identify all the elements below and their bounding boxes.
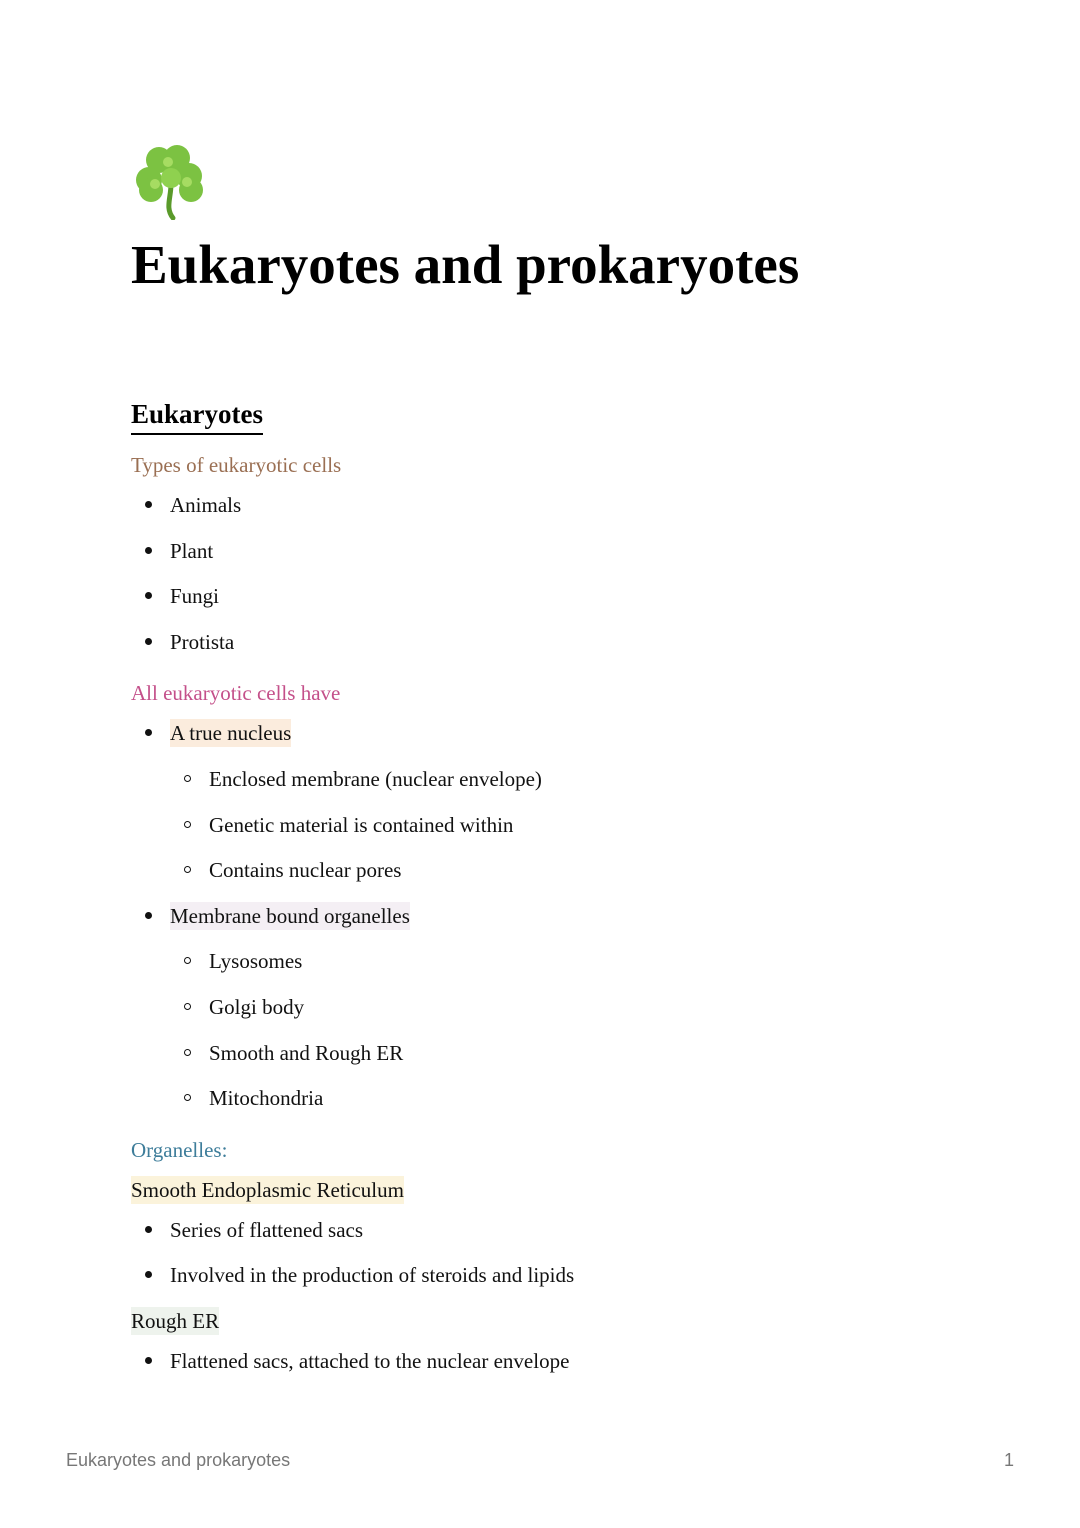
list-item: Fungi — [131, 582, 1011, 628]
list-item: Protista — [131, 628, 1011, 674]
page-number: 1 — [1003, 1450, 1014, 1470]
section-heading: Eukaryotes — [131, 395, 263, 435]
features-list — [131, 719, 1011, 1129]
shamrock-icon — [131, 140, 211, 220]
page-content — [131, 395, 1011, 1393]
sub-list-item: Genetic material is contained within — [131, 811, 1011, 857]
list-item: Series of flattened sacs — [131, 1216, 1011, 1262]
sub-list-item: Contains nuclear pores — [131, 856, 1011, 902]
nucleus-label: A true nucleus — [170, 721, 292, 746]
footer-title: Eukaryotes and prokaryotes — [66, 1450, 291, 1470]
sub-list-item: Smooth and Rough ER — [131, 1039, 1011, 1085]
list-item — [131, 719, 1011, 765]
rough-er-block — [131, 1307, 1011, 1339]
types-list — [131, 491, 1011, 673]
list-item: Flattened sacs, attached to the nuclear envelope — [131, 1347, 1011, 1393]
smooth-er-list — [131, 1216, 1011, 1307]
rough-er-label: Rough ER — [131, 1308, 220, 1333]
list-item: Plant — [131, 537, 1011, 583]
organelles-label: Organelles: — [131, 1137, 228, 1162]
all-have-label: All eukaryotic cells have — [131, 681, 341, 706]
types-label: Types of eukaryotic cells — [131, 453, 342, 477]
rough-er-list — [131, 1347, 1011, 1393]
sub-list-item: Lysosomes — [131, 947, 1011, 993]
list-item: Animals — [131, 491, 1011, 537]
organelles-list-label: Membrane bound organelles — [170, 903, 410, 928]
page-title: Eukaryotes and prokaryotes — [131, 234, 800, 295]
sub-list-item: Golgi body — [131, 993, 1011, 1039]
list-item — [131, 902, 1011, 948]
sub-list-item: Mitochondria — [131, 1084, 1011, 1130]
smooth-er-block — [131, 1176, 1011, 1208]
sub-list-item: Enclosed membrane (nuclear envelope) — [131, 765, 1011, 811]
smooth-er-label: Smooth Endoplasmic Reticulum — [131, 1177, 404, 1202]
list-item: Involved in the production of steroids and lipids — [131, 1261, 1011, 1307]
